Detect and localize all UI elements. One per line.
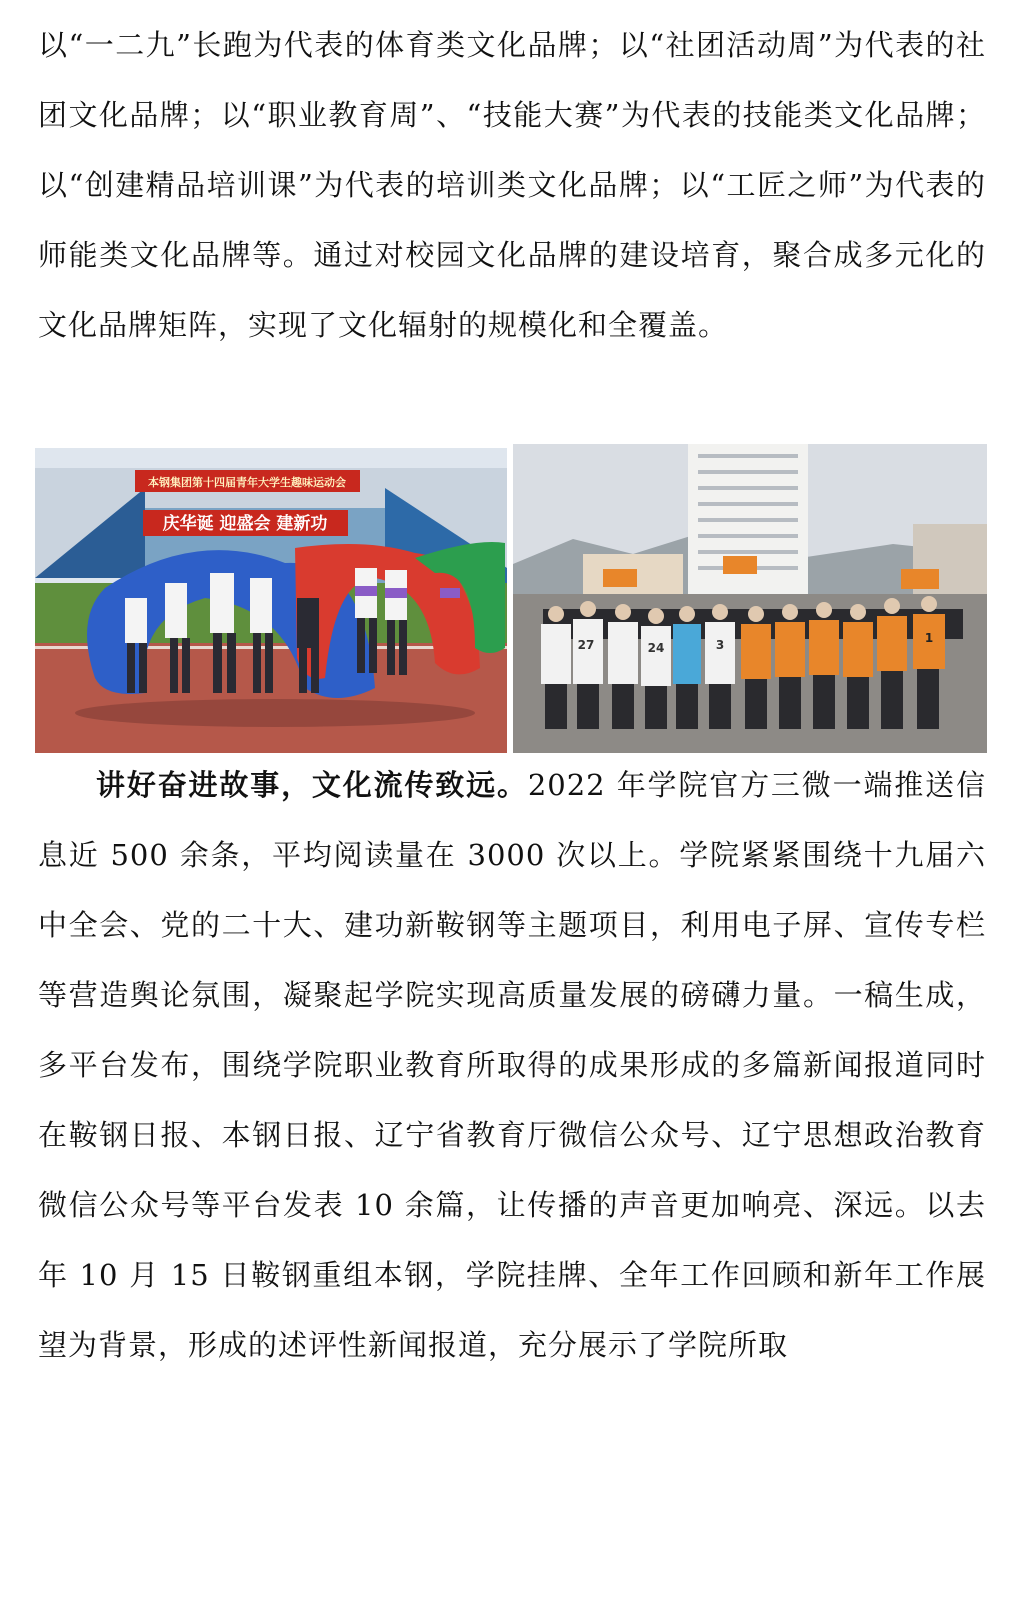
team-group-photo <box>513 444 987 753</box>
paragraph-story <box>38 750 986 1380</box>
jersey-number-2: 24 <box>647 641 665 655</box>
banner-top-text: 本钢集团第十四届青年大学生趣味运动会 <box>148 476 346 489</box>
paragraph-body: 2022 年学院官方三微一端推送信息近 500 余条，平均阅读量在 3000 次以上。学院紧紧围绕十九届六中全会、党的二十大、建功新鞍钢等主题项目，利用电子屏、宣传专栏等营造舆论氛围，凝聚起学院实现高质量发展的磅礴力量。一稿生成，多平台发布，围绕学院职业教育所取得的成果形成的多篇新闻报道同时在鞍钢日报、本钢日报、辽宁省教育厅微信公众号、辽宁思想政治教育微信公众号等平台发表 10 余篇，让传播的声音更加响亮、深远。以去年 10 月 15 日鞍钢重组本钢，学院挂牌、全年工作回顾和新年工作展望为背景，形成的述评性新闻报道，充分展示了学院所取 <box>38 768 986 1362</box>
photo-row <box>35 448 989 753</box>
sports-event-photo <box>35 448 507 753</box>
jersey-number-3: 3 <box>715 638 725 652</box>
paragraph-culture-brands: 以“一二九”长跑为代表的体育类文化品牌；以“社团活动周”为代表的社团文化品牌；以“职业教育周”、“技能大赛”为代表的技能类文化品牌；以“创建精品培训课”为代表的培训类文化品牌；以“工匠之师”为代表的师能类文化品牌等。通过对校园文化品牌的建设培育，聚合成多元化的文化品牌矩阵，实现了文化辐射的规模化和全覆盖。 <box>38 28 986 342</box>
banner-main-text: 庆华诞 迎盛会 建新功 <box>162 514 328 534</box>
jersey-number-1: 27 <box>577 638 595 652</box>
jersey-number-4: 1 <box>924 631 934 645</box>
paragraph-lead: 讲好奋进故事，文化流传致远。 <box>96 768 528 802</box>
